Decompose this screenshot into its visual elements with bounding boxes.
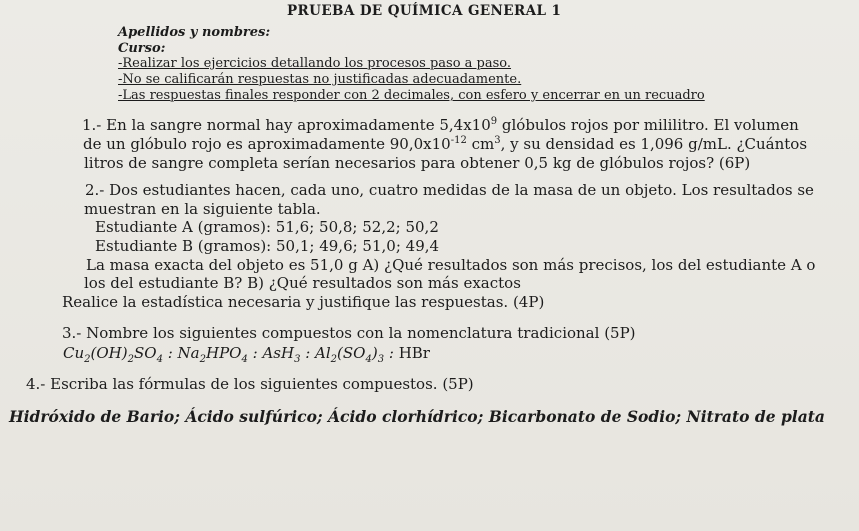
q1-line-2-a: de un glóbulo rojo es aproximadamente 90,0x10 <box>83 135 451 153</box>
separator: : <box>247 344 263 362</box>
separator: : <box>384 344 399 362</box>
curso-label: Curso: <box>118 41 166 56</box>
q2-line-1: 2.- Dos estudiantes hacen, cada uno, cuatro medidas de la masa de un objeto. Los resultados se <box>85 181 814 199</box>
q1-line-2-sup2: 3 <box>494 135 501 146</box>
q2-line-2: muestran en la siguiente tabla. <box>84 200 321 218</box>
rule-1: -Realizar los ejercicios detallando los procesos paso a paso. <box>118 56 512 71</box>
q2-line-6: los del estudiante B? B) ¿Qué resultados son más exactos <box>84 274 521 292</box>
formula-2: $Na_2HPO_4$ <box>177 344 248 365</box>
apellidos-label: Apellidos y nombres: <box>118 25 271 40</box>
q1-line-2-sup1: -12 <box>450 135 467 146</box>
formula-5: HBr <box>398 344 430 362</box>
q4-compounds: Hidróxido de Bario; Ácido sulfúrico; Ácido clorhídrico; Bicarbonato de Sodio; Nitrato de plata <box>9 407 825 426</box>
q1-line-3: litros de sangre completa serían necesarios para obtener 0,5 kg de glóbulos rojos? (6P) <box>84 154 751 172</box>
formula-1: $Cu_2(OH)_2SO_4$ <box>63 344 163 365</box>
rule-3: -Las respuestas finales responder con 2 decimales, con esfero y encerrar en un recuadro <box>118 88 705 103</box>
q1-line-1-a: 1.- En la sangre normal hay aproximadamente 5,4x10 <box>82 116 491 134</box>
exam-title: PRUEBA DE QUÍMICA GENERAL 1 <box>287 3 562 19</box>
rule-2: -No se calificarán respuestas no justificadas adecuadamente. <box>118 72 522 87</box>
q3-formulas <box>63 345 430 365</box>
q1-line-2 <box>83 135 807 153</box>
q1-line-1-sup: 9 <box>490 116 498 127</box>
q1-line-1 <box>82 116 799 134</box>
q2-line-7: Realice la estadística necesaria y justifique las respuestas. (4P) <box>62 293 545 311</box>
separator: : <box>162 344 178 362</box>
q3-line-1: 3.- Nombre los siguientes compuestos con la nomenclatura tradicional (5P) <box>62 324 636 342</box>
separator: : <box>300 344 316 362</box>
q2-line-5: La masa exacta del objeto es 51,0 g A) ¿Qué resultados son más precisos, los del estudiante A o <box>86 256 816 274</box>
q2-student-b: Estudiante B (gramos): 50,1; 49,6; 51,0; 49,4 <box>95 237 440 255</box>
q1-line-2-b: cm <box>466 135 495 153</box>
formula-4: $Al_2(SO_4)_3$ <box>315 344 385 365</box>
q4-line-1: 4.- Escriba las fórmulas de los siguientes compuestos. (5P) <box>26 375 474 393</box>
formula-3: AsH$_3$ <box>262 344 301 365</box>
q1-line-1-b: glóbulos rojos por mililitro. El volumen <box>497 116 799 134</box>
q1-line-2-c: , y su densidad es 1,096 g/mL. ¿Cuántos <box>500 135 808 153</box>
q2-student-a: Estudiante A (gramos): 51,6; 50,8; 52,2; 50,2 <box>95 218 439 236</box>
